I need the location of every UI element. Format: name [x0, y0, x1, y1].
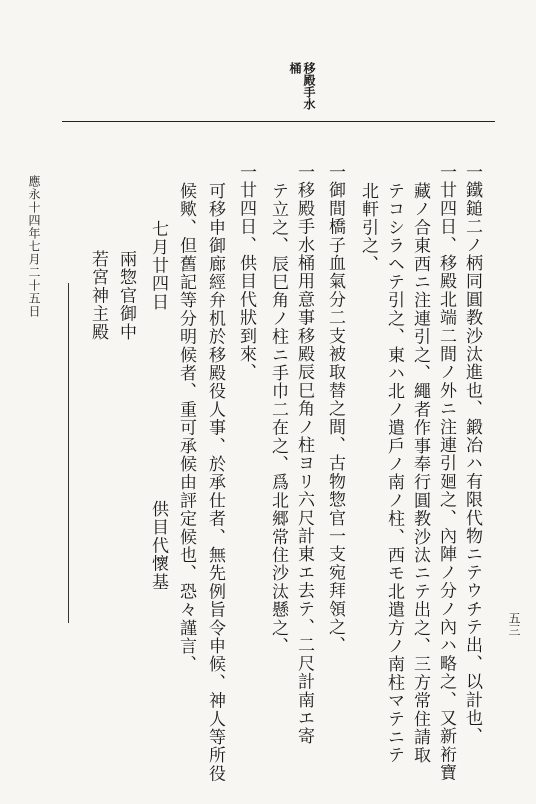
body-line-7: 一移殿手水桶用意事移殿辰巳角ノ柱ヨリ六尺計東エ去テ、二尺計南エ寄	[294, 163, 314, 746]
body-line-2: 一廿四日、移殿北端二間ノ外ニ注連引廻之、內陣ノ分ノ內ハ略之、又新裄寶	[436, 163, 456, 782]
body-line-3: 藏ノ合東西ニ注連引之、繩者作事奉行圓教沙汰ニテ出之、三方常住請取	[410, 182, 430, 765]
body-line-6: 一御間橋子血氣分二支被取替之間、古物惣官一支宛拜領之、	[325, 163, 345, 655]
body-line-8: テ立之、辰巳角ノ柱ニ手巾二在之、爲北郷常住沙汰懸之、	[268, 182, 288, 656]
body-line-10: 可移申御廊經弁机於移殿役人事、於承仕者、無先例旨令申候、神人等所役	[205, 182, 225, 783]
header-rule	[62, 121, 495, 122]
letter-date: 七月廿四日	[148, 220, 168, 311]
addressee-2: 若宮神主殿	[88, 250, 108, 341]
margin-date: 應永十四年七月二十五日	[27, 175, 41, 318]
header-title-line1: 移殿手水	[302, 62, 316, 110]
body-line-9: 一廿四日、供目代狀到來、	[236, 163, 256, 382]
separator-line	[68, 283, 69, 623]
body-line-11: 候歟、但舊記等分明候者、重可承候由評定候也、恐々謹言、	[176, 182, 196, 674]
signature-name: 供目代懷基	[148, 500, 168, 591]
header-title-line2: 桶	[288, 62, 302, 74]
addressee-1: 兩惣官御中	[116, 250, 136, 341]
body-line-1: 一鐵鎚二ノ柄同圓教沙汰進也、鍛冶ハ有限代物ニテウチテ出、以計也、	[462, 163, 482, 746]
page-number: 五三	[507, 612, 521, 636]
body-line-5: 北軒引之、	[358, 182, 378, 273]
body-line-4: テコシラヘテ引之、東ハ北ノ遣戶ノ南ノ柱、西モ北遣方ノ南柱マテニテ	[384, 182, 404, 765]
